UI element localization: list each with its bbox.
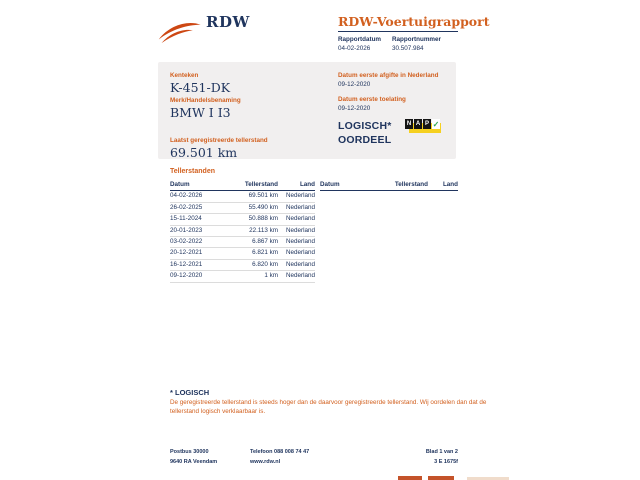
table-row: 26-02-2025 55.490 km Nederland (170, 203, 315, 214)
footer-meta (370, 447, 458, 467)
nap-check-icon: ✓ (432, 119, 440, 129)
col-datum: Datum (320, 181, 340, 188)
laatste-tellerstand-value: 69.501 km (170, 145, 238, 160)
table-header-row (320, 180, 458, 191)
nap-letter-p: P (424, 121, 429, 127)
nap-letter-n: N (406, 121, 412, 127)
footer-postbus: Postbus 30000 (170, 449, 209, 455)
table-row: 15-11-2024 50.888 km Nederland (170, 214, 315, 225)
col-land: Land (442, 181, 458, 188)
vehicle-summary-panel (158, 62, 456, 159)
nap-letter-a: A (415, 121, 421, 127)
table-header-row (170, 180, 315, 191)
footer-city: 9640 RA Veendam (170, 459, 218, 465)
report-date-value: 04-02-2026 (338, 45, 371, 52)
footer-contact (250, 447, 309, 467)
table-row: 09-12-2020 1 km Nederland (170, 271, 315, 282)
table-row: 04-02-2026 69.501 km Nederland (170, 191, 315, 202)
footer-phone: Telefoon 088 008 74 47 (250, 449, 310, 455)
rdw-swoosh-icon (156, 19, 202, 47)
table-row: 16-12-2021 6.820 km Nederland (170, 260, 315, 271)
col-tellerstand: Tellerstand (394, 181, 428, 188)
kenteken-value: K-451-DK (170, 80, 231, 95)
merk-label: Merk/Handelsbenaming (170, 97, 241, 104)
rdw-logo-text: RDW (206, 13, 250, 31)
toelating-label: Datum eerste toelating (338, 96, 406, 103)
col-datum: Datum (170, 181, 190, 188)
logisch-footnote-title: * LOGISCH (170, 388, 210, 397)
footer-website: www.rdw.nl (250, 459, 281, 465)
toelating-value: 09-12-2020 (338, 105, 371, 112)
rdw-logo (156, 13, 250, 47)
footer-page-indicator: Blad 1 van 2 (425, 449, 458, 455)
report-date-label: Rapportdatum (338, 36, 382, 43)
tellerstanden-title: Tellerstanden (170, 168, 215, 175)
nap-logo (405, 119, 443, 134)
logisch-footnote-line1: De geregistreerde tellerstand is steeds hoger dan de daarvoor geregistreerde tellerstand. Wij oordelen dan dat de (170, 399, 487, 406)
report-number-value: 30.507.984 (392, 45, 424, 52)
header-divider (338, 31, 458, 32)
afgifte-value: 09-12-2020 (338, 81, 371, 88)
kenteken-label: Kenteken (170, 72, 199, 79)
oordeel-line1: LOGISCH* (338, 120, 392, 132)
report-number-label: Rapportnummer (392, 36, 441, 43)
next-page-sliver (398, 476, 422, 480)
logisch-footnote-line2: tellerstand logisch verklaarbaar is. (170, 408, 266, 415)
table-row: 20-12-2021 6.821 km Nederland (170, 248, 315, 259)
footer-address (170, 447, 217, 467)
report-title: RDW-Voertuigrapport (338, 14, 490, 29)
col-tellerstand: Tellerstand (244, 181, 278, 188)
oordeel-text (338, 120, 392, 147)
oordeel-line2: OORDEEL (338, 133, 392, 146)
col-land: Land (299, 181, 315, 188)
table-row: 20-01-2023 22.113 km Nederland (170, 226, 315, 237)
next-page-sliver (428, 476, 454, 480)
afgifte-label: Datum eerste afgifte in Nederland (338, 72, 439, 79)
footer-form-code: 3 E 1675f (434, 459, 458, 465)
odometer-table-right (320, 180, 458, 191)
odometer-table-left (170, 180, 315, 283)
table-row: 03-02-2022 6.867 km Nederland (170, 237, 315, 248)
laatste-tellerstand-label: Laatst geregistreerde tellerstand (170, 137, 268, 144)
merk-value: BMW I I3 (170, 105, 231, 120)
